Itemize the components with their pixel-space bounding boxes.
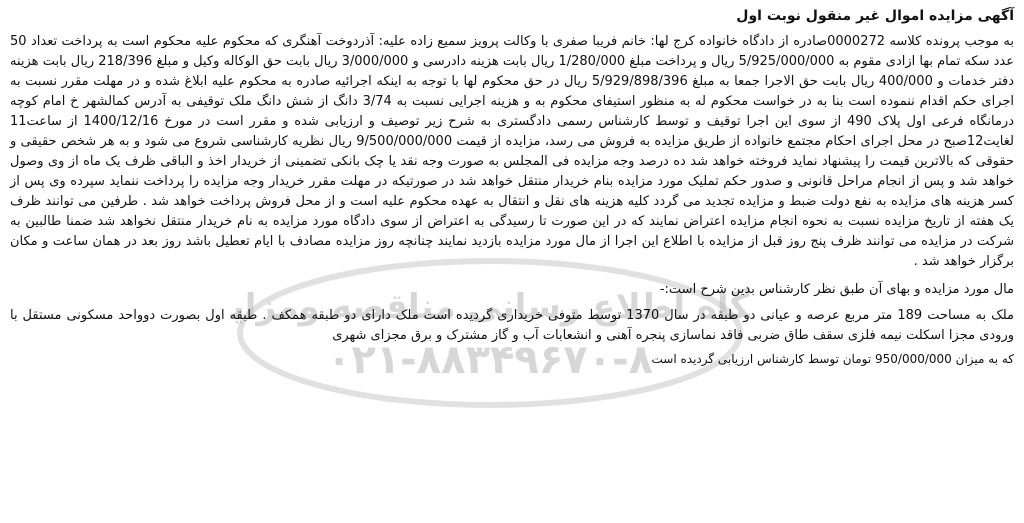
notice-body: به موجب پرونده کلاسه 0000272صادره از دادگاه خانواده کرج لها: خانم فریبا صفری با وکالت پرویز سمیع زاده علیه: آذردوخت آهنگری که محکوم علیه محکوم است به پرداخت تعداد 50 عدد سکه تمام بها ازادی مقوم به 5/925/000/000 ریال و پرداخت مبلغ 1/280/000 ریال بابت هزینه دادرسی و 3/000/000 ریال بابت حق الوکاله وکیل و مبلغ 218/396 ریال بابت هزینه دفتر خدمات و 400/000 ریال بابت حق الاجرا جمعا به مبلغ 5/929/898/396 ریال در حق محکوم لها با توجه به اینکه اجرائیه صادره به محکوم علیه ابلاغ شده و در مهلت مقرر نسبت به اجرای حکم اقدام ننموده است بنا به در خواست محکوم له به منظور استیفای محکوم به و هزینه اجرایی نسبت به 3/74 دانگ از شش دانگ ملک توقیفی به آدرس کمالشهر خ امام کوچه درمانگاه فرعی اول پلاک 490 از سوی این اجرا توقیف و توسط کارشناس رسمی دادگستری به شرح زیر توصیف و ارزیابی شده و مقرر است در مورخ 1400/12/16 از ساعت11 لغایت12صبح در محل اجرای احکام مجتمع خانواده از طریق مزایده به فروش می رسد، مزایده از قیمت 9/500/000/000 ریال نظریه کارشناسی شروع می شود و به هر شخص حقیقی و حقوقی که بالاترین قیمت را پیشنهاد نماید فروخته خواهد شد ده درصد وجه مزایده فی المجلس به صورت وجه نقد یا چک بانکی تضمینی از خریدار اخذ و الباقی ظرف یک ماه از وی وصول خواهد شد و پس از انجام مراحل قانونی و صدور حکم تملیک مورد مزایده بنام خریدار منتقل خواهد شد در صورتیکه در مهلت مقرر خریدار وجه مزایده را پرداخت ننماید سپرده وی پس از کسر هزینه های مزایده به نفع دولت ضبط و مزایده تجدید می گردد کلیه هزینه های نقل و انتقال به عهده محکوم علیه است و از محل فروش پرداخت خواهد شد . طرفین می توانند ظرف یک هفته از تاریخ مزایده نسبت به نحوه انجام مزایده اعتراض نمایند که در این صورت تا رسیدگی به اعتراض از سوی دادگاه مورد مزایده به نام خریدار منتقل نخواهد شد ضمنا طالبین به شرکت در مزایده می توانند ظرف پنج روز قبل از مزایده با اطلاع این اجرا از مال مورد مزایده بازدید نمایند چنانچه روز مزایده مصادف با ایام تعطیل باشد روز بعد در همان ساعت و مکان برگزار خواهد شد .: [10, 34, 1015, 269]
watermark-line-1: گاه اطلاع رسانی مناقصه ومزای: [231, 287, 750, 327]
notice-title: آگهی مزایده اموال غیر منقول نوبت اول: [736, 8, 1014, 24]
description-heading: مال مورد مزایده و بهای آن طبق نظر کارشناس بدین شرح است:-: [659, 282, 1014, 297]
watermark-line-2: ۰۲۱-۸۸۳۴۹۶۷۰-۸: [326, 337, 654, 383]
valuation-text: که به میزان 950/000/000 تومان توسط کارشناس ارزیابی گردیده است: [651, 352, 1014, 366]
property-description: ملک به مساحت 189 متر مربع عرصه و عیانی دو طبقه در سال 1370 توسط متوفی خریداری گردیده است ملک دارای دو طبقه همکف . طبقه اول بصورت دوواحد مسکونی مستقل با ورودی مجزا اسکلت نیمه فلزی سقف طاق ضربی فاقد نماسازی پنجره آهنی و انشعابات آب و گاز مشترک و برق مجزای شهری: [10, 308, 1014, 343]
